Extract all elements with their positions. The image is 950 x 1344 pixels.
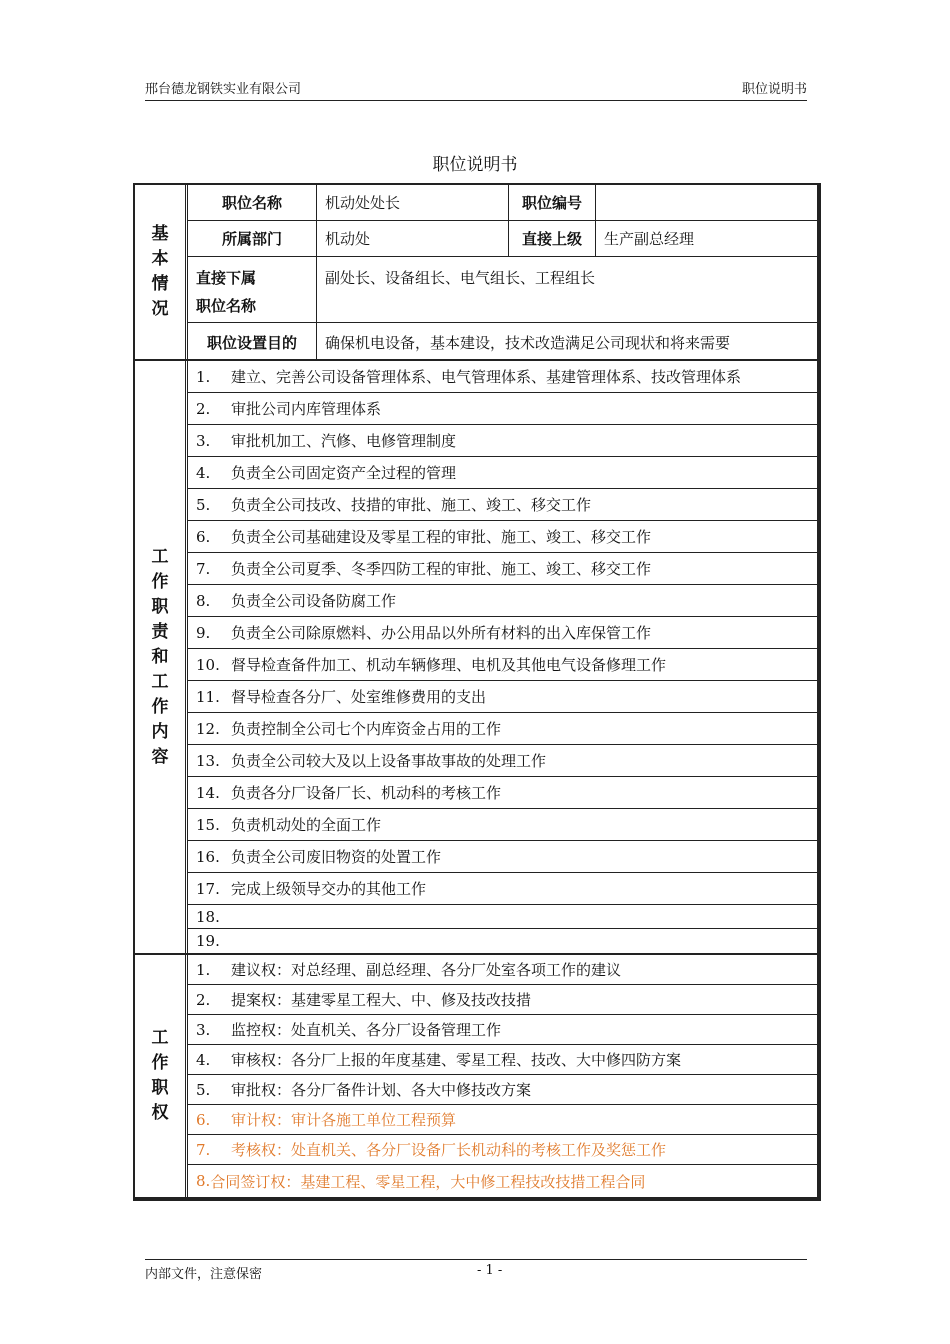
- duty-item: [188, 585, 817, 617]
- duty-item-number: 8.: [196, 591, 211, 610]
- authority-item-text: 审批权：各分厂备件计划、各大中修技改方案: [231, 1081, 532, 1099]
- duty-item-number: 19.: [196, 932, 220, 950]
- authority-item-number: 6.: [196, 1110, 211, 1129]
- authority-item: [188, 1075, 817, 1105]
- authority-item-text: 审计权：审计各施工单位工程预算: [231, 1111, 457, 1129]
- duty-item-number: 3.: [196, 431, 211, 450]
- duty-item: [188, 777, 817, 809]
- department-value: 机动处: [317, 221, 509, 256]
- authority-item-number: 1.: [196, 960, 211, 979]
- duty-item: [188, 929, 817, 953]
- authority-item-text: 审核权：各分厂上报的年度基建、零星工程、技改、大中修四防方案: [231, 1051, 682, 1069]
- duty-item: [188, 681, 817, 713]
- position-name-label: 职位名称: [188, 185, 317, 220]
- duty-item-text: 负责全公司废旧物资的处置工作: [231, 848, 442, 866]
- subordinates-value: 副处长、设备组长、电气组长、工程组长: [325, 269, 596, 287]
- authority-item: [188, 985, 817, 1015]
- authority-section: [135, 955, 817, 1197]
- duty-item-text: 完成上级领导交办的其他工作: [231, 880, 427, 898]
- position-code-label: 职位编号: [509, 185, 596, 220]
- duty-item-text: 负责全公司技改、技措的审批、施工、竣工、移交工作: [231, 496, 592, 514]
- duty-item-text: 督导检查各分厂、处室维修费用的支出: [231, 688, 487, 706]
- duty-item: [188, 553, 817, 585]
- authority-item-number: 5.: [196, 1080, 211, 1099]
- subordinates-label: 直接下属 职位名称: [188, 257, 317, 322]
- duty-item-text: 建立、完善公司设备管理体系、电气管理体系、基建管理体系、技改管理体系: [231, 368, 742, 386]
- duty-item-number: 2.: [196, 399, 211, 418]
- authority-item-number: 4.: [196, 1050, 211, 1069]
- doc-type: 职位说明书: [741, 82, 807, 97]
- duty-item: [188, 617, 817, 649]
- duty-item-text: 负责全公司基础建设及零星工程的审批、施工、竣工、移交工作: [231, 528, 652, 546]
- duty-item-number: 9.: [196, 623, 211, 642]
- duty-item-number: 13.: [196, 751, 220, 770]
- authority-item: [188, 1105, 817, 1135]
- position-row: [188, 185, 817, 221]
- department-row: [188, 221, 817, 257]
- duty-item-text: 负责各分厂设备厂长、机动科的考核工作: [231, 784, 502, 802]
- authority-list: [188, 955, 817, 1197]
- duty-item-number: 15.: [196, 815, 220, 834]
- duty-item: [188, 393, 817, 425]
- duty-item: [188, 841, 817, 873]
- duty-item-number: 17.: [196, 879, 220, 898]
- duty-item: [188, 489, 817, 521]
- duty-item: [188, 809, 817, 841]
- duty-item-text: 负责全公司较大及以上设备事故事故的处理工作: [231, 752, 547, 770]
- authority-item-text: 建议权：对总经理、副总经理、各分厂处室各项工作的建议: [231, 961, 622, 979]
- authority-item-number: 8.: [196, 1172, 211, 1190]
- duty-item: [188, 745, 817, 777]
- duty-item-text: 负责全公司固定资产全过程的管理: [231, 464, 457, 482]
- duty-item-text: 审批机加工、汽修、电修管理制度: [231, 432, 457, 450]
- authority-item: [188, 955, 817, 985]
- duty-item-text: 负责全公司设备防腐工作: [231, 592, 397, 610]
- authority-item-number: 7.: [196, 1140, 211, 1159]
- duties-label: 工作职责和工作内容: [135, 361, 188, 953]
- basic-info-label: 基本情况: [135, 185, 188, 359]
- duty-item-text: 督导检查备件加工、机动车辆修理、电机及其他电气设备修理工作: [231, 656, 667, 674]
- duty-item-number: 5.: [196, 495, 211, 514]
- duty-item-text: 负责控制全公司七个内库资金占用的工作: [231, 720, 502, 738]
- duty-item: [188, 521, 817, 553]
- duty-item-text: 负责机动处的全面工作: [231, 816, 382, 834]
- duty-item-text: 负责全公司除原燃料、办公用品以外所有材料的出入库保管工作: [231, 624, 652, 642]
- duty-item: [188, 649, 817, 681]
- authority-item-number: 3.: [196, 1020, 211, 1039]
- duty-item-number: 1.: [196, 367, 211, 386]
- position-name-value: 机动处处长: [317, 185, 509, 220]
- duty-item-text: 审批公司内库管理体系: [231, 400, 382, 418]
- job-description-table: [133, 183, 821, 1201]
- duty-item: [188, 713, 817, 745]
- page-footer: [145, 1259, 807, 1282]
- duties-list: [188, 361, 817, 953]
- authority-item-text: 监控权：处直机关、各分厂设备管理工作: [231, 1021, 502, 1039]
- duty-item-number: 7.: [196, 559, 211, 578]
- purpose-label: 职位设置目的: [188, 323, 317, 361]
- department-label: 所属部门: [188, 221, 317, 256]
- duties-section: [135, 361, 817, 955]
- authority-item-text: 合同签订权：基建工程、零星工程，大中修工程技改技措工程合同: [210, 1172, 646, 1191]
- duty-item: [188, 457, 817, 489]
- duty-item: [188, 425, 817, 457]
- page-number: - 1 -: [477, 1263, 503, 1278]
- duty-item: [188, 873, 817, 905]
- company-name: 邢台德龙钢铁实业有限公司: [145, 82, 302, 97]
- duty-item-number: 10.: [196, 655, 220, 674]
- page-header: [145, 80, 807, 101]
- authority-item: [188, 1045, 817, 1075]
- duty-item: [188, 361, 817, 393]
- authority-item: [188, 1165, 817, 1197]
- duty-item: [188, 905, 817, 929]
- duty-item-number: 18.: [196, 907, 220, 926]
- authority-item-text: 提案权：基建零星工程大、中、修及技改技措: [231, 991, 532, 1009]
- duty-item-number: 12.: [196, 719, 220, 738]
- purpose-value: 确保机电设备，基本建设，技术改造满足公司现状和将来需要: [325, 333, 731, 352]
- duty-item-number: 11.: [196, 687, 220, 706]
- authority-item: [188, 1015, 817, 1045]
- duty-item-number: 16.: [196, 847, 220, 866]
- authority-label: 工作职权: [135, 955, 188, 1197]
- authority-item-number: 2.: [196, 990, 211, 1009]
- basic-info-section: [135, 185, 817, 361]
- authority-item: [188, 1135, 817, 1165]
- position-code-value: [596, 185, 817, 220]
- purpose-row: [188, 323, 817, 361]
- duty-item-number: 4.: [196, 463, 211, 482]
- superior-label: 直接上级: [509, 221, 596, 256]
- duty-item-number: 14.: [196, 783, 220, 802]
- confidential-note: 内部文件，注意保密: [145, 1267, 263, 1282]
- duty-item-text: 负责全公司夏季、冬季四防工程的审批、施工、竣工、移交工作: [231, 560, 652, 578]
- page-title: 职位说明书: [432, 155, 518, 175]
- superior-value: 生产副总经理: [604, 230, 695, 248]
- authority-item-text: 考核权：处直机关、各分厂设备厂长机动科的考核工作及奖惩工作: [231, 1141, 667, 1159]
- subordinates-row: [188, 257, 817, 323]
- duty-item-number: 6.: [196, 527, 211, 546]
